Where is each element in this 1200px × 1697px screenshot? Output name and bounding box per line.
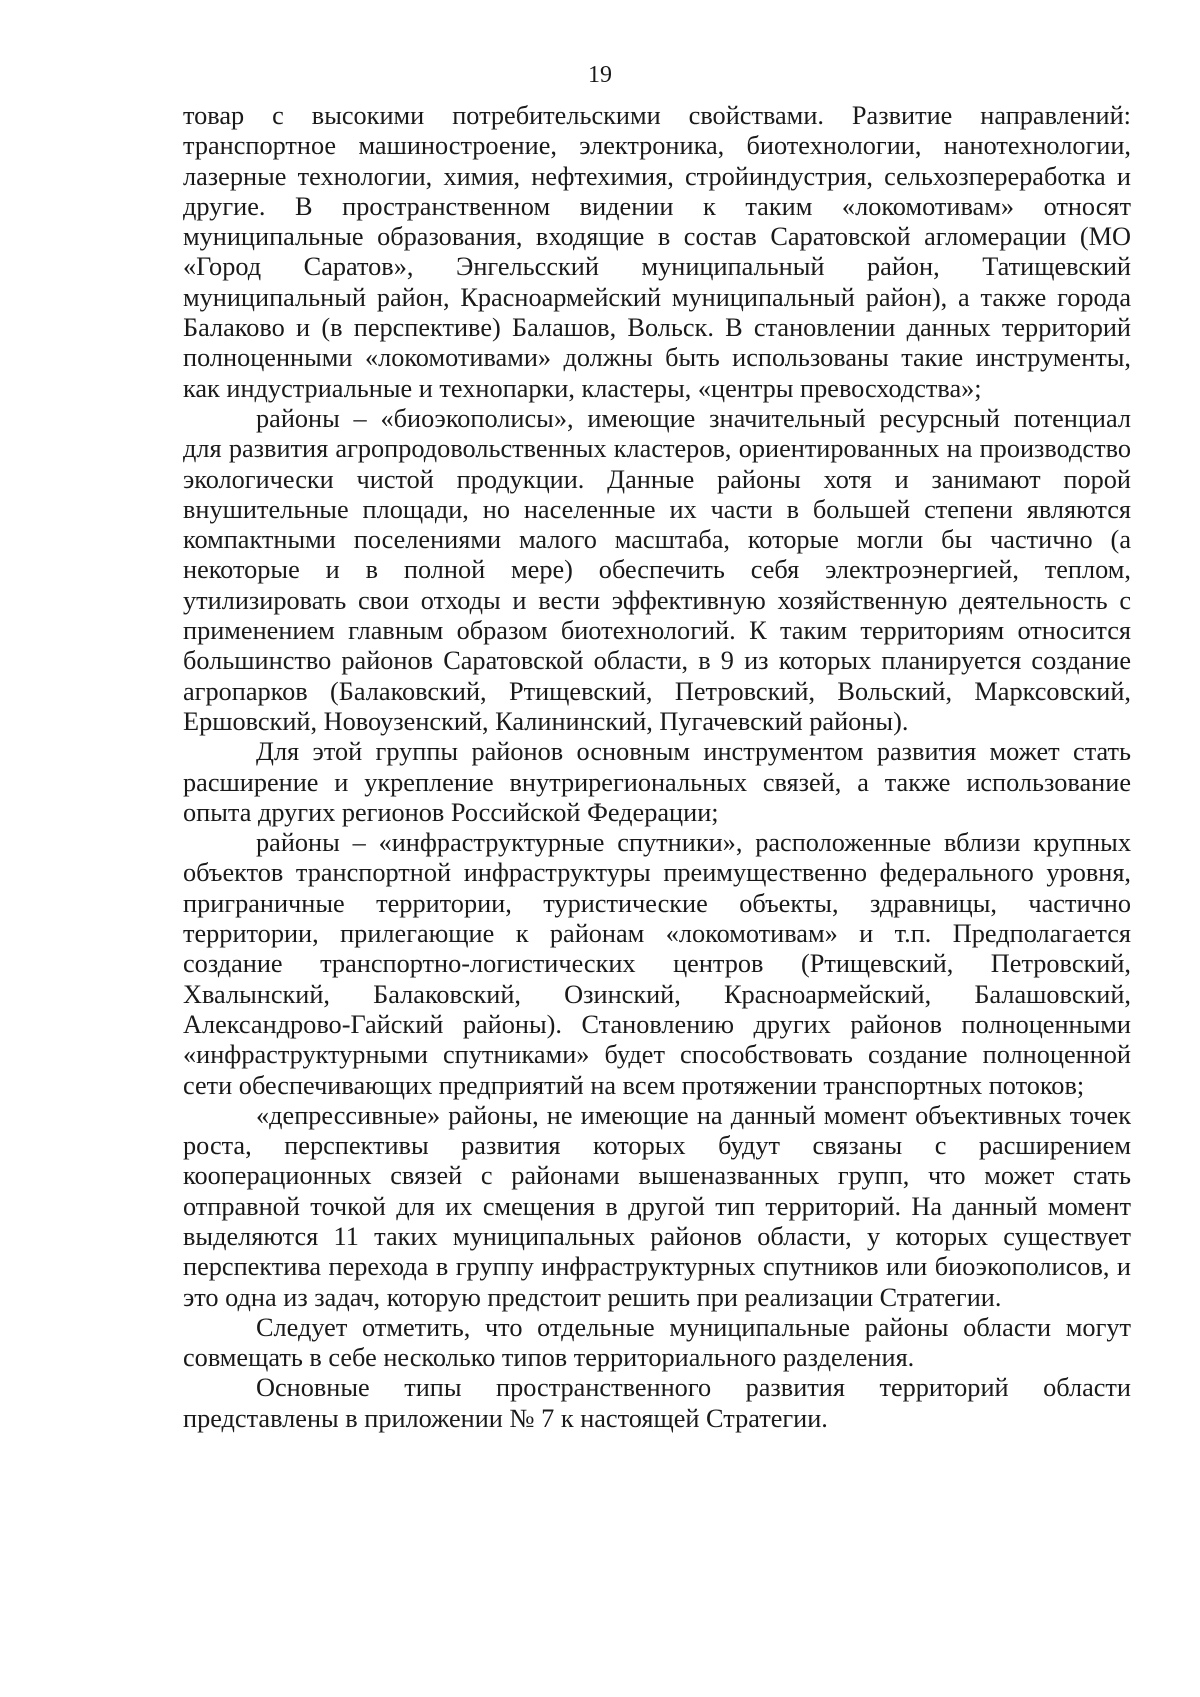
paragraph-4: районы – «инфраструктурные спутники», расположенные вблизи крупных объектов транспортной инфраструктуры преимущественно федерального уровня, приграничные территории, туристические объекты, здравницы, частично территории, прилегающие к районам «локомотивам» и т.п. Предполагается создание транспортно-логистических центров (Ртищевский, Петровский, Хвалынский, Балаковский, Озинский, Красноармейский, Балашовский, Александрово-Гайский районы). Становлению других районов полноценными «инфраструктурными спутниками» будет способствовать создание полноценной сети обеспечивающих предприятий на всем протяжении транспортных потоков; xyxy=(183,828,1131,1100)
document-body xyxy=(183,101,1131,1434)
paragraph-1: товар с высокими потребительскими свойствами. Развитие направлений: транспортное машиностроение, электроника, биотехнологии, нанотехнологии, лазерные технологии, химия, нефтехимия, стройиндустрия, сельхозпереработка и другие. В пространственном видении к таким «локомотивам» относят муниципальные образования, входящие в состав Саратовской агломерации (МО «Город Саратов», Энгельсский муниципальный район, Татищевский муниципальный район, Красноармейский муниципальный район), а также города Балаково и (в перспективе) Балашов, Вольск. В становлении данных территорий полноценными «локомотивами» должны быть использованы такие инструменты, как индустриальные и технопарки, кластеры, «центры превосходства»; xyxy=(183,101,1131,403)
paragraph-3: Для этой группы районов основным инструментом развития может стать расширение и укрепление внутрирегиональных связей, а также использование опыта других регионов Российской Федерации; xyxy=(183,737,1131,827)
paragraph-7: Основные типы пространственного развития территорий области представлены в приложении № 7 к настоящей Стратегии. xyxy=(183,1373,1131,1433)
paragraph-6: Следует отметить, что отдельные муниципальные районы области могут совмещать в себе несколько типов территориального разделения. xyxy=(183,1312,1131,1373)
paragraph-5: «депрессивные» районы, не имеющие на данный момент объективных точек роста, перспективы развития которых будут связаны с расширением кооперационных связей с районами вышеназванных групп, что может стать отправной точкой для их смещения в другой тип территорий. На данный момент выделяются 11 таких муниципальных районов области, у которых существует перспектива перехода в группу инфраструктурных спутников или биоэкополисов, и это одна из задач, которую предстоит решить при реализации Стратегии. xyxy=(183,1100,1131,1312)
paragraph-2: районы – «биоэкополисы», имеющие значительный ресурсный потенциал для развития агропродовольственных кластеров, ориентированных на производство экологически чистой продукции. Данные районы хотя и занимают порой внушительные площади, но населенные их части в большей степени являются компактными поселениями малого масштаба, которые могли бы частично (а некоторые и в полной мере) обеспечить себя электроэнергией, теплом, утилизировать свои отходы и вести эффективную хозяйственную деятельность с применением главным образом биотехнологий. К таким территориям относится большинство районов Саратовской области, в 9 из которых планируется создание агропарков (Балаковский, Ртищевский, Петровский, Вольский, Марксовский, Ершовский, Новоузенский, Калининский, Пугачевский районы). xyxy=(183,403,1131,736)
page-number: 19 xyxy=(588,62,612,88)
